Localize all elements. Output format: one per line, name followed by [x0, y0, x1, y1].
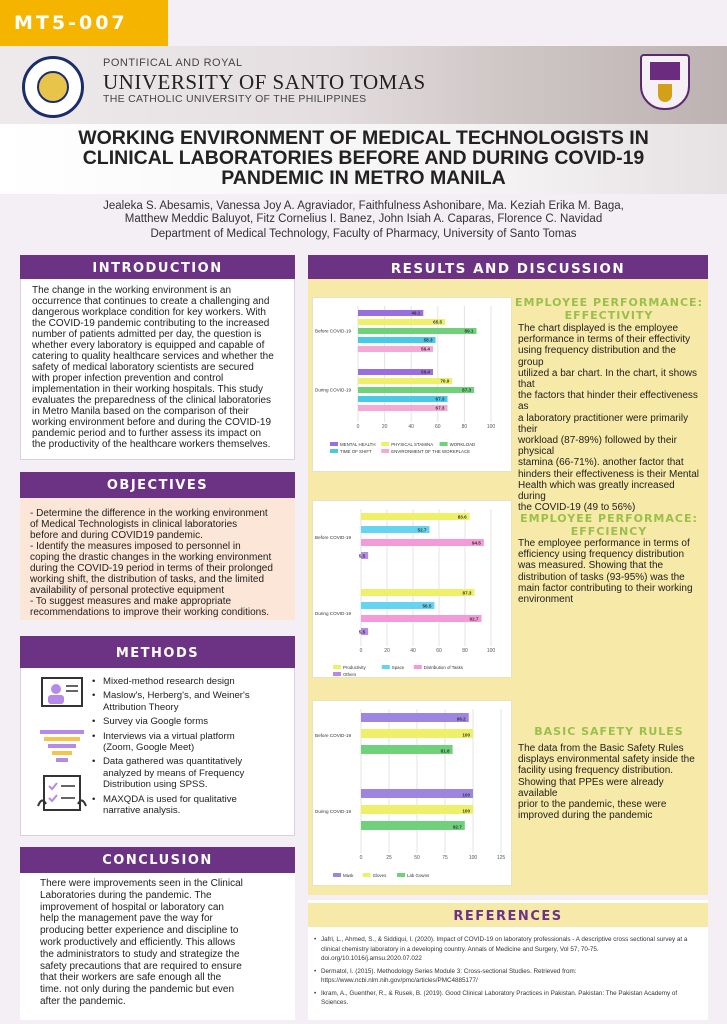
category-label: Before COVID-19 [315, 328, 351, 334]
legend-label: Space [391, 665, 405, 670]
methods-item-line: MAXQDA is used for qualitative [103, 793, 237, 805]
methods-item [92, 716, 288, 727]
section-heading-line: BASIC SAFETY RULES [534, 725, 684, 738]
data-label: 100 [462, 732, 470, 738]
introduction-line: the productivity of the healthcare workers themselves. [32, 439, 271, 450]
data-label: 58.3 [423, 337, 433, 343]
methods-item [92, 690, 288, 713]
reference-line: doi.org/10.1016/j.amsu.2020.07.022 [321, 955, 422, 962]
conclusion-line: help the management pave the way for [40, 913, 213, 925]
section-description-line: workload (87-89%) followed by their physical [518, 435, 677, 458]
data-label: 56.4 [421, 369, 431, 375]
tick-label: 20 [381, 424, 388, 430]
safety-chart-box [312, 700, 512, 886]
section-heading-line: EMPLOYEE PERFORMACE: [520, 512, 698, 525]
introduction-line: safety of medical laboratory scientists are secured [32, 362, 254, 373]
methods-item-line: Distribution using SPSS. [103, 779, 208, 791]
introduction-line: catering to quality healthcare services and whether the [32, 351, 274, 362]
bar [361, 821, 465, 830]
objectives-line: before and during COVID19 pandemic. [30, 530, 203, 541]
data-label: 56.4 [421, 346, 431, 352]
section-description-line: a laboratory practitioner were primarily their [518, 412, 689, 435]
legend-label: Distribution of Tasks [423, 665, 464, 670]
objectives-line: - Determine the difference in the working environment [30, 508, 268, 519]
effectivity-chart-box [312, 297, 512, 472]
section-heading-line: EFFCIENCY [570, 525, 648, 538]
conclusion-line: safety precautions that are required to ensure [40, 960, 242, 972]
introduction-line: dangerous workplace condition for key workers. With [32, 307, 266, 318]
reference-item [314, 935, 706, 964]
legend-label: Productivity [343, 665, 366, 670]
tick-label: 125 [496, 855, 506, 861]
introduction-line: number of patients admitted per day, the question is [32, 329, 262, 340]
data-label: 81.8 [440, 748, 450, 754]
legend-swatch [333, 873, 341, 877]
objectives-line: of Medical Technologists in clinical laboratories [30, 519, 238, 530]
section-description-line: The employee performance in terms of [518, 538, 690, 549]
legend-label: MENTAL HEALTH [340, 442, 376, 447]
conclusion-line: producing better experience and discipline to [40, 925, 239, 937]
data-label: 87.3 [462, 387, 472, 393]
introduction-line: whether every laboratory is equipped and capable of [32, 340, 265, 351]
legend-swatch [330, 442, 338, 446]
funnel-icon [40, 730, 84, 762]
tick-label: 75 [442, 855, 448, 861]
section-description-line: improved during the pandemic [518, 810, 653, 822]
tick-label: 80 [462, 648, 468, 654]
title-line: PANDEMIC IN METRO MANILA [221, 167, 506, 189]
data-label: 5.5 [358, 553, 366, 559]
university-seal-icon [22, 56, 84, 118]
section-description-line: stamina (66-71%). another factor that [518, 457, 684, 469]
conclusion-text [40, 878, 282, 1008]
title-line: WORKING ENVIRONMENT OF MEDICAL TECHNOLOGISTS IN [78, 127, 649, 149]
introduction-line: with proper infection prevention and control [32, 373, 224, 384]
authors [0, 200, 727, 226]
data-label: 87.3 [462, 590, 472, 596]
bar [361, 805, 473, 814]
data-label: 92.7 [469, 616, 479, 622]
objectives-line: recommendations to improve their working conditions. [30, 607, 269, 618]
objectives-heading: OBJECTIVES [20, 472, 295, 498]
introduction-line: occurrence that continues to create a challenging and [32, 296, 270, 307]
section-description-line: was measured. Showing that the [518, 560, 664, 572]
methods-item-line: analyzed by means of Frequency [103, 767, 245, 779]
section-description-line: The data from the Basic Safety Rules [518, 743, 684, 754]
category-label: During COVID-19 [315, 611, 351, 616]
category-label: Before COVID-19 [315, 733, 351, 738]
section-description-line: using frequency distribution and the group [518, 345, 676, 368]
reference-item [314, 989, 706, 1008]
legend-swatch [381, 442, 389, 446]
section-description-line: main factor contributing to their working [518, 582, 693, 594]
conclusion-line: that their workers are safe enough all the [40, 972, 222, 984]
data-label: 5.5 [358, 629, 366, 635]
legend-swatch [414, 665, 422, 669]
department: Department of Medical Technology, Faculty of Pharmacy, University of Santo Tomas [150, 228, 577, 240]
introduction-line: The change in the working environment is an [32, 285, 232, 296]
legend-swatch [333, 665, 341, 669]
bullet-icon: • [92, 793, 96, 805]
reference-line: Ikram, A., Guenther, R., & Rusek, B. (2019). Good Clinical Laboratory Practices in Pakistan. Pakistan: The Pakistan Academy of Sciences. [321, 989, 678, 1006]
section-description-line: environment [518, 594, 574, 606]
objectives-text [30, 508, 286, 618]
bar [361, 789, 473, 798]
section-description-line: displays environmental safety inside the [518, 754, 695, 766]
data-label: 56.5 [422, 603, 432, 609]
data-label: 83.6 [457, 514, 467, 520]
poster-title [0, 128, 727, 188]
legend-label: Others [343, 672, 357, 677]
legend-swatch [440, 442, 448, 446]
methods-item [92, 794, 288, 817]
methods-item-line: Mixed-method research design [103, 676, 235, 687]
safety-chart [313, 701, 513, 887]
legend-label: WORKLOAD [449, 442, 476, 447]
introduction-line: the COVID-19 pandemic contributing to the increased [32, 318, 270, 329]
legend-label: ENVIRONMENT OF THE WORKPLACE [391, 449, 471, 454]
safety-heading [512, 725, 706, 738]
reference-line: Dermatol, I. (2015). Methodology Series Module 3: Cross-sectional Studies. Retrieved from: [321, 967, 577, 975]
section-heading-line: EMPLOYEE PERFORMANCE: [515, 296, 703, 309]
legend-swatch [382, 665, 390, 669]
bar [358, 378, 452, 384]
methods-item-line: (Zoom, Google Meet) [103, 742, 195, 753]
introduction-line: in Metro Manila based on the comparison of their [32, 406, 249, 417]
methods-item [92, 756, 288, 790]
data-label: 67.3 [435, 396, 445, 402]
bar [361, 513, 470, 520]
bullet-icon: • [314, 989, 317, 997]
objectives-line: - To suggest measures and make appropriate [30, 596, 232, 607]
data-label: 96.2 [456, 716, 466, 722]
methods-item-line: Interviews via a virtual platform [103, 730, 235, 742]
bullet-icon: • [92, 676, 96, 687]
bar [361, 589, 474, 596]
tick-label: 0 [359, 648, 363, 654]
section-description-line: the COVID-19 (49 to 56%) [518, 502, 636, 514]
methods-item-line: Maslow's, Herberg's, and Weiner's [103, 690, 250, 702]
effectivity-heading [512, 296, 706, 322]
conclusion-line: after the pandemic. [40, 995, 126, 1007]
bar [358, 387, 474, 393]
category-label: During COVID-19 [315, 387, 351, 393]
efficiency-chart-box [312, 500, 512, 678]
bar [361, 729, 473, 738]
tick-label: 100 [486, 424, 496, 430]
tick-label: 80 [461, 424, 468, 430]
title-line: CLINICAL LABORATORIES BEFORE AND DURING COVID-19 [82, 147, 645, 169]
introduction-text [32, 285, 284, 450]
section-heading-line: EFFECTIVITY [564, 309, 654, 322]
poster-code-tag: MT5-007 [0, 0, 168, 46]
data-label: 100 [462, 792, 470, 798]
reference-line: https://www.ncbi.nlm.nih.gov/pmc/articles/PMC4885177/ [321, 977, 478, 984]
references-heading: REFERENCES [308, 903, 708, 927]
tick-label: 25 [386, 855, 392, 861]
data-label: 49.1 [411, 310, 421, 316]
section-description-line: Showing that PPEs were already available [518, 776, 664, 799]
legend-label: Mask [343, 873, 354, 878]
tick-label: 60 [436, 648, 442, 654]
tick-label: 100 [468, 855, 478, 861]
reference-line: Jafri, L., Ahmed, S., & Siddiqui, I. (2020). Impact of COVID-19 on laboratory professionals - A descriptive cross sectional survey at a [321, 936, 688, 943]
conclusion-line: Laboratories during the pandemic. The [40, 889, 212, 901]
section-description-line: Health which was greatly increased during [518, 479, 675, 503]
methods-heading: METHODS [20, 636, 295, 668]
bullet-icon: • [92, 690, 96, 702]
efficiency-description [518, 538, 704, 605]
reference-item [314, 967, 706, 986]
data-label: 65.5 [433, 319, 443, 325]
tick-label: 40 [408, 424, 414, 430]
section-description-line: hinders their effectiveness is their Mental [518, 468, 700, 480]
bar [361, 745, 453, 754]
bar [358, 328, 477, 334]
faculty-crest-icon [640, 54, 690, 110]
section-description-line: the factors that hinder their effectiveness as [518, 390, 698, 413]
objectives-line: availability of personal protective equipment [30, 585, 224, 596]
university-line3: THE CATHOLIC UNIVERSITY OF THE PHILIPPINES [103, 93, 367, 105]
legend-swatch [381, 449, 389, 453]
bar [358, 396, 448, 402]
presentation-icon [42, 678, 82, 706]
authors-line: Matthew Meddic Baluyot, Fitz Cornelius I. Banez, John Isiah A. Caparas, Florence C. Navidad [124, 213, 603, 225]
methods-item [92, 676, 288, 687]
conclusion-line: time. not only during the pandemic but even [40, 984, 235, 996]
legend-swatch [397, 873, 405, 877]
methods-item-line: Data gathered was quantitatively [103, 756, 243, 768]
legend-swatch [330, 449, 338, 453]
bar [358, 405, 448, 411]
bar [361, 615, 482, 622]
bullet-icon: • [92, 756, 96, 768]
methods-item-line: narrative analysis. [103, 805, 181, 816]
section-description-line: prior to the pandemic, these were [518, 799, 667, 811]
section-description-line: utilized a bar chart. In the chart, it shows that [518, 367, 697, 391]
tick-label: 20 [384, 648, 390, 654]
data-label: 94.5 [471, 540, 481, 546]
data-label: 70.9 [440, 378, 450, 384]
legend-label: Gloves [372, 873, 387, 878]
legend-swatch [333, 672, 341, 676]
section-description-line: The chart displayed is the employee [518, 323, 679, 334]
section-description-line: facility using frequency distribution. [518, 765, 674, 777]
tick-label: 50 [414, 855, 420, 861]
introduction-line: evaluates the preparedness of the clinical laboratories [32, 395, 272, 406]
introduction-line: implementation in their working hospitals. This study [32, 384, 264, 395]
bar [361, 539, 484, 546]
legend-label: Lab Gowns [407, 873, 430, 878]
data-label: 100 [462, 808, 470, 814]
objectives-line: coping the drastic changes in the working environment [30, 552, 272, 563]
section-description-line: performance in terms of their effectivity [518, 334, 691, 346]
conclusion-line: improvement of hospital or laboratory can [40, 901, 224, 913]
bullet-icon: • [92, 730, 96, 742]
data-label: 89.1 [464, 328, 474, 334]
bullet-icon: • [314, 967, 317, 975]
university-line1: PONTIFICAL AND ROYAL [103, 57, 243, 69]
university-name: UNIVERSITY OF SANTO TOMAS [103, 70, 426, 94]
objectives-line: during the COVID-19 period in terms of their prolonged [30, 563, 273, 574]
tick-label: 0 [359, 855, 363, 861]
bullet-icon: • [92, 716, 96, 728]
introduction-line: pandemic period and to further assess its impact on [32, 428, 262, 439]
conclusion-line: the administrators to study and strategize the [40, 948, 240, 960]
legend-label: TIME OF SHIFT [340, 449, 372, 454]
introduction-line: working environment before and during the COVID-19 [32, 417, 272, 428]
data-label: 52.7 [417, 527, 427, 533]
introduction-heading: INTRODUCTION [20, 255, 295, 279]
authors-line: Jealeka S. Abesamis, Vanessa Joy A. Agraviador, Faithfulness Ashonibare, Ma. Keziah Erika M. Baga, [103, 200, 624, 212]
section-description-line: efficiency using frequency distribution [518, 549, 685, 561]
efficiency-heading [512, 512, 706, 538]
objectives-line: - Identify the measures imposed to personnel in [30, 541, 241, 552]
category-label: Before COVID-19 [315, 535, 351, 540]
safety-description [518, 743, 704, 821]
data-label: 92.7 [452, 824, 462, 830]
section-description-line: distribution of tasks (93-95%) was the [518, 571, 685, 583]
objectives-line: working shift, the distribution of tasks, and the limited [30, 574, 265, 585]
tick-label: 40 [410, 648, 416, 654]
efficiency-chart [313, 501, 513, 679]
reference-line: clinical chemistry laboratory in a developing country. Annals of Medicine and Surgery, Vol 57, 70-75. [321, 945, 599, 953]
methods-item-line: Attribution Theory [103, 701, 179, 713]
survey-checklist-icon [38, 776, 86, 810]
conclusion-line: work productively and efficiently. This allows [40, 936, 236, 948]
effectivity-chart [313, 298, 513, 473]
tick-label: 60 [435, 424, 441, 430]
methods-item [92, 731, 288, 754]
methods-item-line: Survey via Google forms [103, 716, 209, 728]
methods-icons [34, 676, 94, 816]
effectivity-description [518, 323, 704, 513]
data-label: 67.3 [435, 405, 445, 411]
bar [361, 713, 469, 722]
results-heading: RESULTS AND DISCUSSION [308, 255, 708, 279]
conclusion-line: There were improvements seen in the Clinical [40, 878, 243, 889]
legend-label: PHYSICAL STAMINA [391, 442, 434, 447]
conclusion-heading: CONCLUSION [20, 847, 295, 873]
tick-label: 0 [356, 424, 360, 430]
tick-label: 100 [486, 648, 496, 654]
bullet-icon: • [314, 936, 317, 943]
legend-swatch [363, 873, 371, 877]
category-label: During COVID-19 [315, 809, 351, 814]
bar [358, 319, 445, 325]
